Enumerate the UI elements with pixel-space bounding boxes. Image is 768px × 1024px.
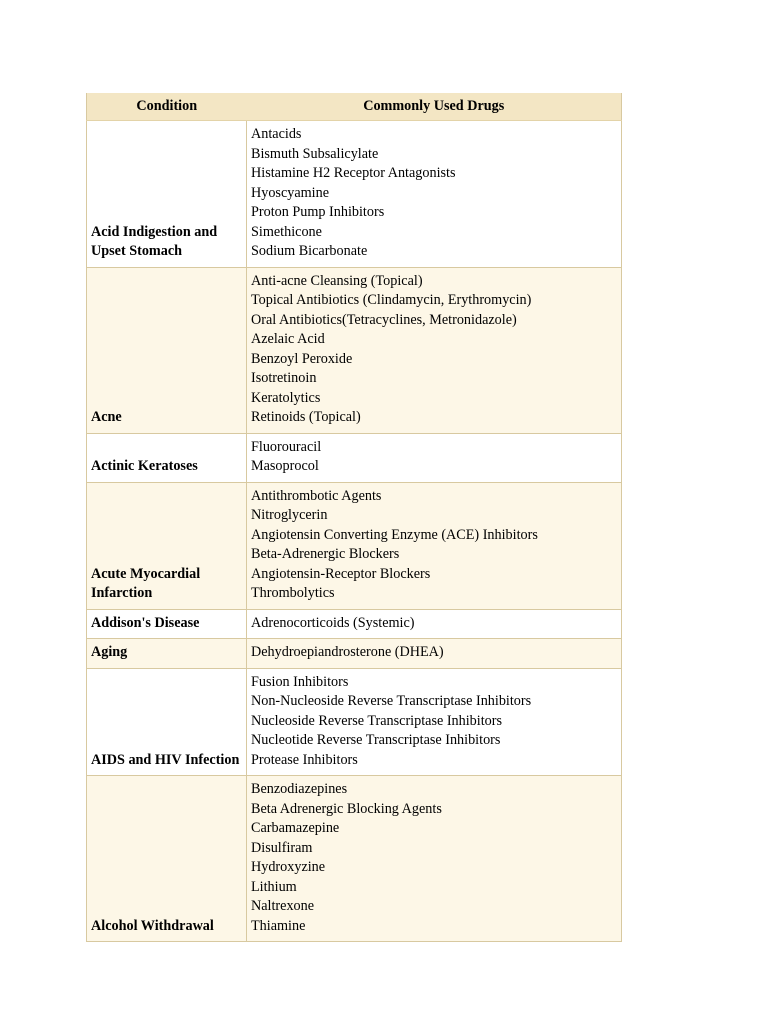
drug-item: Bismuth Subsalicylate — [251, 145, 379, 162]
drug-item: Nitroglycerin — [251, 507, 328, 523]
drug-item: Non-Nucleoside Reverse Transcriptase Inhibitors — [251, 693, 532, 709]
drug-item: Naltrexone — [251, 898, 315, 914]
drugs-cell — [247, 121, 622, 268]
drug-item: Antacids — [251, 126, 302, 142]
drug-item: Simethicone — [251, 223, 322, 240]
drug-item: Hydroxyzine — [251, 859, 326, 875]
drug-item: Thiamine — [251, 917, 306, 934]
drugs-cell — [247, 639, 622, 669]
drugs-cell — [247, 433, 622, 482]
drug-item: Nucleoside Reverse Transcriptase Inhibitors — [251, 712, 502, 729]
drug-item: Angiotensin-Receptor Blockers — [251, 565, 431, 582]
conditions-drugs-table — [86, 93, 622, 942]
drug-item: Antithrombotic Agents — [251, 487, 382, 504]
table-body — [87, 121, 622, 942]
condition-name: Aging — [91, 644, 128, 660]
condition-cell — [87, 482, 247, 609]
drug-item: Anti-acne Cleansing (Topical) — [251, 272, 423, 289]
drug-item: Disulfiram — [251, 839, 313, 856]
drug-item: Angiotensin Converting Enzyme (ACE) Inhibitors — [251, 526, 538, 543]
drug-item: Azelaic Acid — [251, 331, 325, 347]
drug-item: Topical Antibiotics (Clindamycin, Erythromycin) — [251, 292, 532, 308]
drug-item: Benzodiazepines — [251, 781, 348, 797]
table-row — [87, 433, 622, 482]
condition-name: Acid Indigestion and Upset Stomach — [91, 223, 218, 259]
condition-name: Acne — [91, 409, 122, 425]
condition-cell — [87, 639, 247, 669]
table-row — [87, 609, 622, 639]
table-row — [87, 482, 622, 609]
condition-cell — [87, 776, 247, 942]
drug-item: Hyoscyamine — [251, 184, 330, 201]
table-row — [87, 668, 622, 776]
drug-item: Sodium Bicarbonate — [251, 243, 368, 259]
table-header-row — [87, 93, 622, 121]
condition-name: Addison's Disease — [91, 614, 200, 631]
table-row — [87, 267, 622, 433]
condition-name: Actinic Keratoses — [91, 458, 198, 474]
drug-item: Carbamazepine — [251, 820, 340, 836]
drug-item: Nucleotide Reverse Transcriptase Inhibitors — [251, 732, 501, 748]
drugs-cell — [247, 609, 622, 639]
drug-item: Fusion Inhibitors — [251, 673, 349, 690]
condition-cell — [87, 668, 247, 776]
header-commonly-used-drugs: Commonly Used Drugs — [247, 93, 622, 121]
drug-item: Thrombolytics — [251, 585, 335, 601]
drug-item: Histamine H2 Receptor Antagonists — [251, 165, 456, 181]
condition-name: AIDS and HIV Infection — [91, 751, 240, 768]
drug-item: Fluorouracil — [251, 438, 322, 455]
drugs-cell — [247, 668, 622, 776]
condition-name: Acute Myocardial Infarction — [91, 565, 201, 601]
table-row — [87, 776, 622, 942]
drug-item: Retinoids (Topical) — [251, 409, 361, 425]
header-condition: Condition — [87, 93, 247, 121]
drug-item: Proton Pump Inhibitors — [251, 204, 385, 220]
drug-item: Adrenocorticoids (Systemic) — [251, 614, 415, 631]
condition-cell — [87, 267, 247, 433]
condition-cell — [87, 433, 247, 482]
drug-item: Protease Inhibitors — [251, 751, 358, 768]
drug-item: Dehydroepiandrosterone (DHEA) — [251, 644, 444, 660]
drug-item: Masoprocol — [251, 458, 319, 474]
table-row — [87, 639, 622, 669]
drug-item: Benzoyl Peroxide — [251, 350, 353, 367]
drug-item: Oral Antibiotics(Tetracyclines, Metronidazole) — [251, 311, 517, 328]
condition-name: Alcohol Withdrawal — [91, 917, 214, 934]
drug-item: Beta-Adrenergic Blockers — [251, 546, 400, 562]
drugs-cell — [247, 482, 622, 609]
condition-cell — [87, 609, 247, 639]
condition-cell — [87, 121, 247, 268]
drug-item: Isotretinoin — [251, 370, 317, 386]
drug-item: Beta Adrenergic Blocking Agents — [251, 800, 442, 817]
table-row — [87, 121, 622, 268]
drug-item: Keratolytics — [251, 389, 321, 406]
drugs-cell — [247, 776, 622, 942]
drugs-cell — [247, 267, 622, 433]
drug-item: Lithium — [251, 878, 297, 895]
